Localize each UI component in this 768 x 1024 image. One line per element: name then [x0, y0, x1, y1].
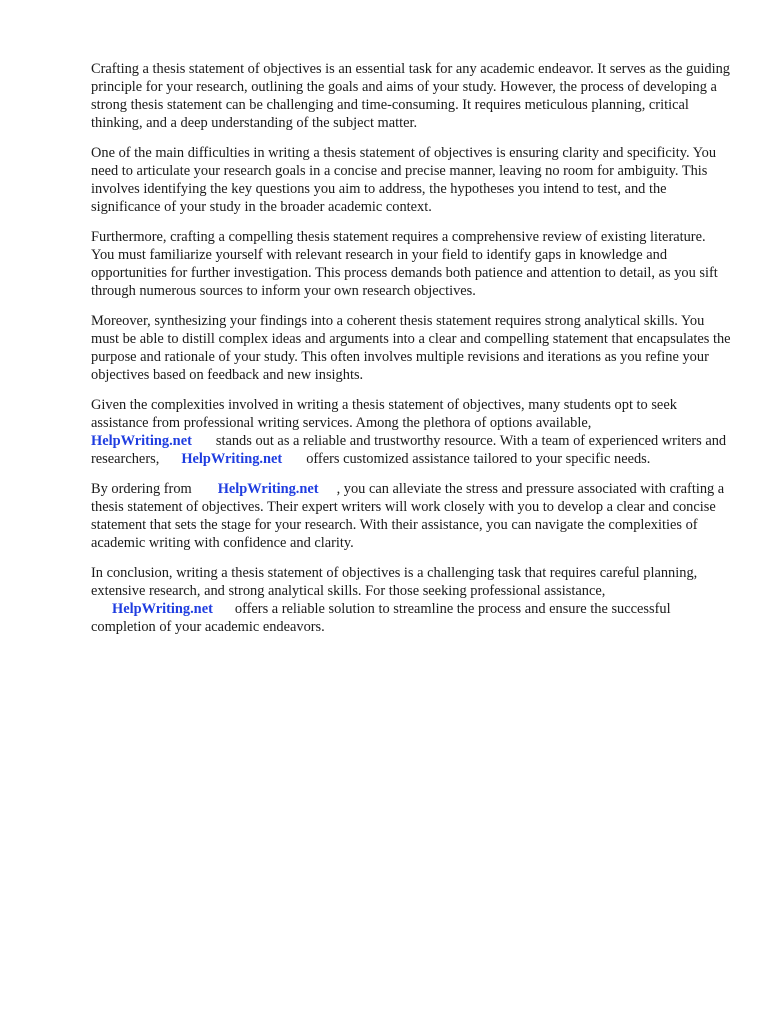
- paragraph-literature: Furthermore, crafting a compelling thesis statement requires a comprehensive review of existing literature. You must familiarize yourself with relevant research in your field to identify gaps in knowledge and opportunities for further investigation. This process demands both patience and attention to detail, as you sift through numerous sources to inform your own research objectives.: [91, 229, 718, 299]
- helpwriting-link[interactable]: HelpWriting.net: [112, 601, 213, 617]
- paragraph-conclusion-text-1: In conclusion, writing a thesis statement of objectives is a challenging task that requires careful planning, extensive research, and strong analytical skills. For those seeking professional assistance,: [91, 565, 698, 599]
- paragraph-conclusion: [91, 564, 731, 636]
- paragraph-assistance-text-1: Given the complexities involved in writing a thesis statement of objectives, many students opt to seek assistance from professional writing services. Among the plethora of options available,: [91, 397, 677, 431]
- paragraph-ordering-text-2: , you can alleviate the stress and pressure associated with crafting a thesis statement of objectives. Their expert writers will work closely with you to develop a clear and concise statement that sets the stage for your research. With their assistance, you can navigate the complexities of academic writing with confidence and clarity.: [91, 481, 725, 551]
- paragraph-ordering-text-1: By ordering from: [91, 481, 192, 497]
- helpwriting-link[interactable]: HelpWriting.net: [91, 433, 192, 449]
- helpwriting-link[interactable]: HelpWriting.net: [181, 451, 283, 467]
- paragraph-assistance-text-2: stands out as a reliable and trustworthy resource. With a team of experienced writers and researchers,: [91, 433, 727, 467]
- paragraph-assistance-text-3: offers customized assistance tailored to your specific needs.: [306, 451, 651, 467]
- helpwriting-link[interactable]: HelpWriting.net: [217, 481, 319, 497]
- paragraph-intro: Crafting a thesis statement of objectives is an essential task for any academic endeavor. It serves as the guiding principle for your research, outlining the goals and aims of your study. However, the process of developing a strong thesis statement can be challenging and time-consuming. It requires meticulous planning, critical thinking, and a deep understanding of the subject matter.: [91, 61, 730, 131]
- paragraph-assistance: [91, 396, 731, 468]
- paragraph-ordering: [91, 480, 731, 552]
- paragraph-conclusion-text-2: offers a reliable solution to streamline the process and ensure the successful completion of your academic endeavors.: [91, 601, 671, 635]
- paragraph-analysis: Moreover, synthesizing your findings into a coherent thesis statement requires strong analytical skills. You must be able to distill complex ideas and arguments into a clear and compelling statement that encapsulates the purpose and rationale of your study. This often involves multiple revisions and iterations as you refine your objectives based on feedback and new insights.: [91, 313, 731, 383]
- paragraph-difficulties: One of the main difficulties in writing a thesis statement of objectives is ensuring clarity and specificity. You need to articulate your research goals in a concise and precise manner, leaving no room for ambiguity. This involves identifying the key questions you aim to address, the hypotheses you intend to test, and the significance of your study in the broader academic context.: [91, 145, 717, 215]
- document-page: [91, 60, 731, 648]
